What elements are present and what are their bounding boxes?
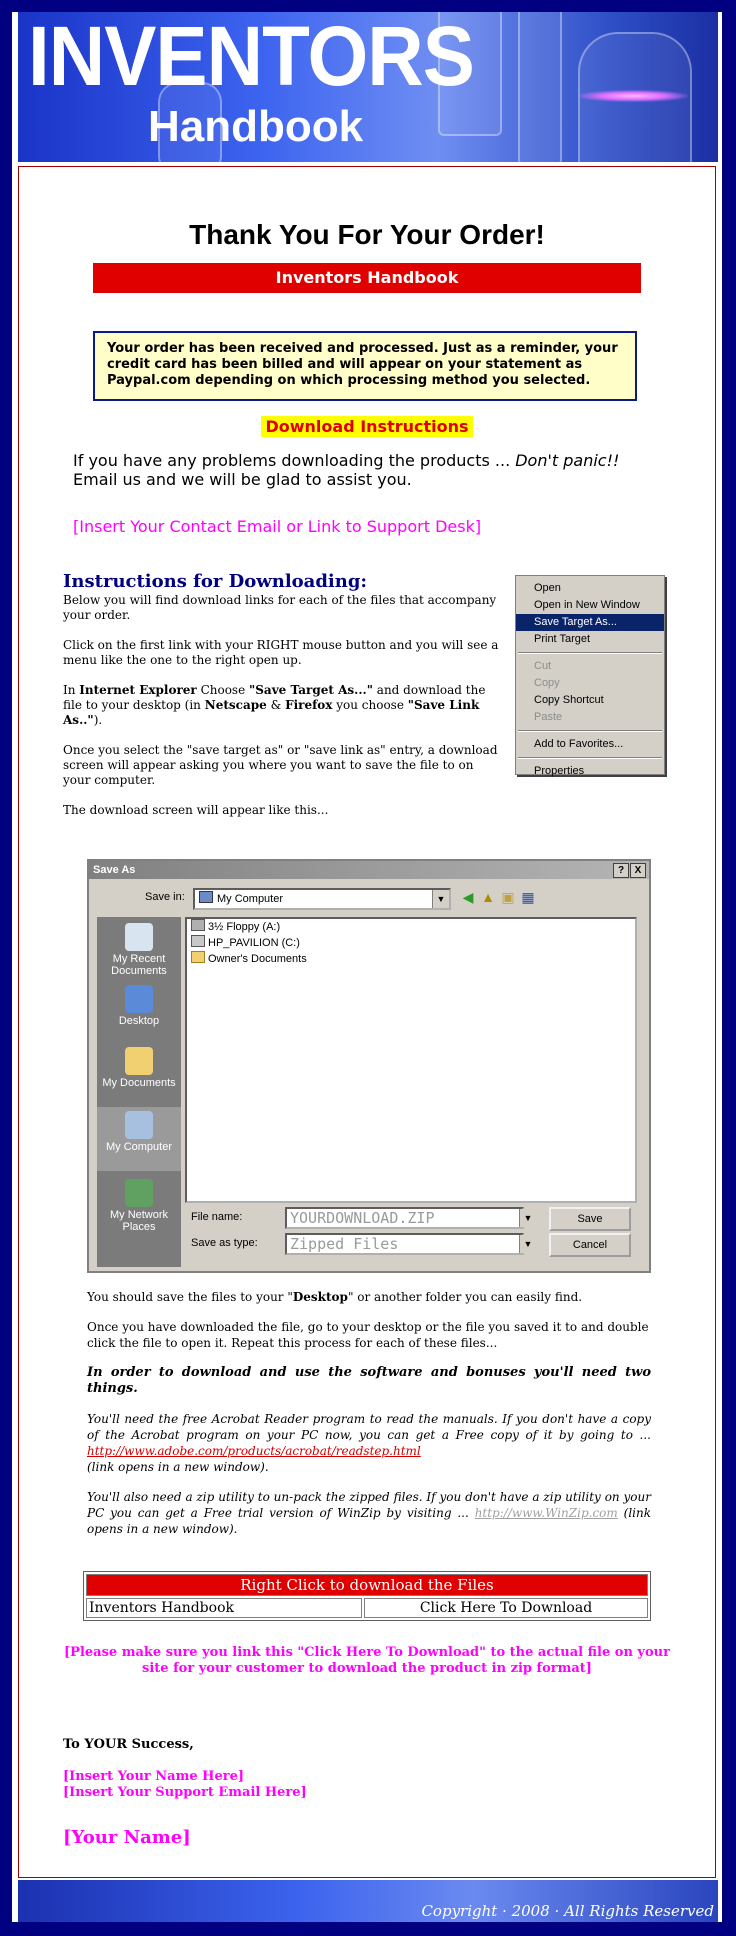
- place-desktop[interactable]: [97, 985, 181, 1027]
- context-menu: [515, 575, 665, 775]
- page-frame: [12, 12, 722, 1922]
- list-item[interactable]: 3½ Floppy (A:): [187, 919, 635, 935]
- place-label: My Network Places: [109, 1209, 169, 1233]
- light-beam-graphic: [578, 90, 688, 102]
- after-p3: In order to download and use the software and bonuses you'll need two things.: [87, 1365, 651, 1396]
- new-folder-icon[interactable]: ▣: [501, 889, 515, 905]
- chevron-down-icon[interactable]: ▼: [519, 1235, 536, 1253]
- menu-item-copy: Copy: [534, 677, 560, 689]
- network-icon: [125, 1179, 153, 1207]
- menu-item-open-new-window[interactable]: Open in New Window: [534, 599, 640, 611]
- problems-line1: If you have any problems downloading the products ...: [73, 451, 516, 470]
- list-item[interactable]: HP_PAVILION (C:): [187, 935, 635, 951]
- instructions-body: [63, 593, 501, 833]
- header-subtitle: Handbook: [148, 102, 364, 151]
- instructions-p3: In Internet Explorer Choose "Save Target As..." and download the file to your desktop (in Netscape & Firefox you choose "Save Link As..").: [63, 683, 486, 727]
- save-type-select[interactable]: Zipped Files: [285, 1233, 524, 1255]
- instructions-p1: Below you will find download links for each of the files that accompany your order.: [63, 593, 497, 622]
- save-in-label: Save in:: [145, 891, 185, 903]
- clock-icon: [125, 923, 153, 951]
- product-cell: Inventors Handbook: [86, 1598, 362, 1618]
- place-network[interactable]: [97, 1179, 181, 1233]
- email-placeholder: [Insert Your Support Email Here]: [63, 1785, 307, 1800]
- save-in-value: My Computer: [217, 893, 284, 905]
- menu-item-cut: Cut: [534, 660, 552, 672]
- save-button[interactable]: Save: [549, 1207, 631, 1231]
- menu-item-save-target-as[interactable]: Save Target As...: [516, 614, 664, 631]
- signoff-success: To YOUR Success,: [63, 1737, 194, 1752]
- place-my-documents[interactable]: [97, 1047, 181, 1089]
- list-item[interactable]: Owner's Documents: [187, 951, 635, 967]
- menu-item-open[interactable]: Open: [534, 582, 561, 594]
- menu-item-print-target[interactable]: Print Target: [534, 633, 591, 645]
- place-my-computer[interactable]: [97, 1107, 181, 1171]
- download-instructions-heading: [19, 417, 715, 436]
- table-row: [86, 1598, 648, 1618]
- winzip-link[interactable]: http://www.WinZip.com: [474, 1506, 618, 1520]
- folder-icon: [125, 1047, 153, 1075]
- download-link[interactable]: Click Here To Download: [364, 1598, 648, 1618]
- floppy-icon: [191, 919, 205, 931]
- name-placeholder: [Insert Your Name Here]: [63, 1769, 244, 1784]
- download-table: [83, 1571, 651, 1621]
- after-p4: You'll need the free Acrobat Reader program to read the manuals. If you don't have a copy of the Acrobat program on your PC now, you can get a Free copy of it by going to ... http://www.adobe.com/products/acrobat/readstep.html (link opens in a new window).: [87, 1412, 651, 1474]
- save-in-select[interactable]: [193, 888, 451, 910]
- computer-icon: [125, 1111, 153, 1139]
- after-p2: Once you have downloaded the file, go to your desktop or the file you saved it to and double click the file to open it. Repeat this process for each of these files...: [87, 1320, 649, 1350]
- content-box: [18, 166, 716, 1878]
- your-name-signature: [Your Name]: [63, 1827, 191, 1848]
- instructions-p5: The download screen will appear like this...: [63, 803, 329, 817]
- dialog-titlebar: [89, 861, 649, 879]
- header-banner: [18, 12, 718, 162]
- problems-text: [73, 451, 633, 489]
- download-instructions-label: Download Instructions: [261, 416, 472, 437]
- dont-panic-text: Don't panic!!: [515, 451, 620, 470]
- after-p5: You'll also need a zip utility to un-pack the zipped files. If you don't have a zip utility on your PC you can get a Free trial version of WinZip by visiting ... http://www.WinZip.com (link opens in a new window).: [87, 1490, 651, 1536]
- order-notice: Your order has been received and processed. Just as a reminder, your credit card has been billed and will appear on your statement as Paypal.com depending on which processing method you selected.: [93, 331, 637, 401]
- after-p1: You should save the files to your "Desktop" or another folder you can easily find.: [87, 1290, 583, 1304]
- instructions-p2: Click on the first link with your RIGHT mouse button and you will see a menu like the one to the right open up.: [63, 638, 499, 667]
- instructions-p4: Once you select the "save target as" or "save link as" entry, a download screen will appear asking you where you want to save the file to on your computer.: [63, 743, 498, 787]
- file-list[interactable]: [185, 917, 637, 1203]
- up-folder-icon[interactable]: ▲: [481, 889, 495, 905]
- menu-item-add-to-favorites[interactable]: Add to Favorites...: [534, 738, 624, 750]
- acrobat-link[interactable]: http://www.adobe.com/products/acrobat/readstep.html: [87, 1444, 421, 1458]
- menu-separator: [518, 730, 662, 732]
- close-button[interactable]: X: [630, 863, 646, 878]
- drive-icon: [191, 935, 205, 947]
- place-recent-documents[interactable]: [97, 923, 181, 977]
- copyright-text: Copyright · 2008 · All Rights Reserved: [421, 1902, 714, 1920]
- problems-line2: Email us and we will be glad to assist you.: [73, 470, 412, 489]
- cancel-button[interactable]: Cancel: [549, 1233, 631, 1257]
- download-table-header: Right Click to download the Files: [86, 1574, 648, 1596]
- place-label: My Recent Documents: [111, 953, 167, 977]
- test-tube-graphic: [518, 12, 562, 162]
- contact-placeholder: [Insert Your Contact Email or Link to Support Desk]: [73, 517, 482, 536]
- signoff: [63, 1737, 307, 1801]
- instructions-title: Instructions for Downloading:: [63, 571, 368, 592]
- views-menu-icon[interactable]: ▦: [521, 889, 535, 905]
- place-label: My Computer: [105, 1141, 173, 1153]
- footer-banner: [18, 1880, 718, 1922]
- menu-item-copy-shortcut[interactable]: Copy Shortcut: [534, 694, 604, 706]
- menu-item-properties[interactable]: Properties: [534, 765, 585, 777]
- place-label: Desktop: [118, 1015, 160, 1027]
- back-icon[interactable]: ◀: [462, 889, 474, 905]
- place-label: My Documents: [102, 1077, 176, 1089]
- link-instructions-note: [Please make sure you link this "Click Here To Download" to the actual file on your site for your customer to download the product in zip format]: [64, 1645, 670, 1676]
- menu-separator: [518, 757, 662, 759]
- file-name-input[interactable]: YOURDOWNLOAD.ZIP: [285, 1207, 524, 1229]
- dialog-title: Save As: [93, 864, 136, 876]
- computer-icon: [199, 891, 213, 903]
- places-bar: [97, 917, 181, 1267]
- save-type-label: Save as type:: [191, 1237, 258, 1249]
- folder-icon: [191, 951, 205, 963]
- product-bar: Inventors Handbook: [93, 263, 641, 293]
- help-button[interactable]: ?: [613, 863, 629, 878]
- chevron-down-icon[interactable]: ▼: [432, 890, 449, 908]
- menu-separator: [518, 652, 662, 654]
- after-download-text: [87, 1289, 651, 1551]
- menu-item-paste: Paste: [534, 711, 563, 723]
- header-title: INVENTORS: [28, 12, 474, 103]
- desktop-icon: [125, 985, 153, 1013]
- save-as-dialog: [87, 859, 651, 1273]
- chevron-down-icon[interactable]: ▼: [519, 1209, 536, 1227]
- page-title: Thank You For Your Order!: [189, 219, 545, 250]
- file-name-label: File name:: [191, 1211, 243, 1223]
